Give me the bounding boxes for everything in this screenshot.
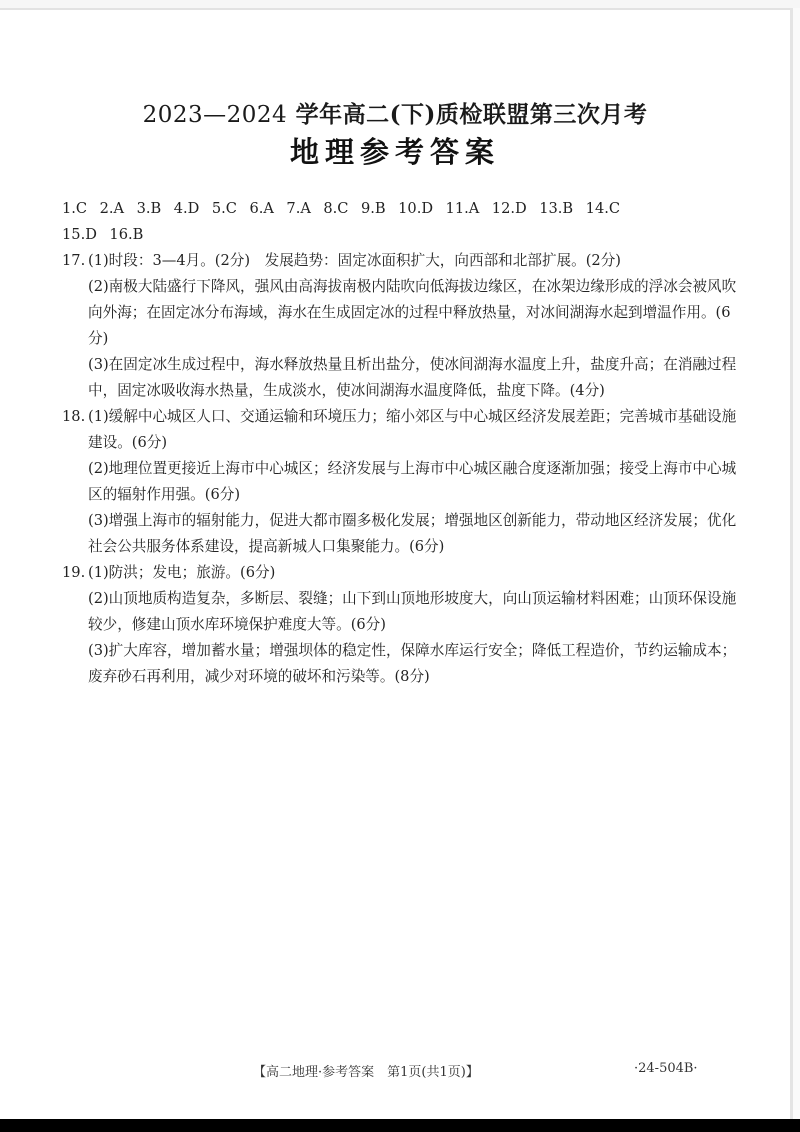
- mc-answer: 13.B: [539, 200, 574, 217]
- bottom-bar: [0, 1119, 800, 1132]
- mc-answer: 7.A: [286, 200, 311, 217]
- footer-page-label: 【高二地理·参考答案 第1页(共1页)】: [253, 1065, 479, 1080]
- mc-answer: 15.D: [62, 226, 97, 243]
- question-19: [62, 560, 742, 690]
- mc-answer: 8.C: [323, 200, 349, 217]
- mc-answers-row-2: [62, 222, 742, 248]
- answer-part: (3)扩大库容，增加蓄水量；增强坝体的稳定性，保障水库运行安全；降低工程造价，节约运输成本；废弃砂石再利用，减少对环境的破坏和污染等。(8分): [88, 642, 737, 685]
- mc-answer: 10.D: [398, 200, 434, 217]
- answer-part: (2)山顶地质构造复杂，多断层、裂缝；山下到山顶地形坡度大，向山顶运输材料困难；山顶环保设施较少，修建山顶水库环境保护难度大等。(6分): [88, 590, 737, 633]
- exam-title-text: 学年高二(下)质检联盟第三次月考: [295, 101, 648, 128]
- footer-exam-code: ·24-504B·: [634, 1061, 698, 1076]
- question-17: [62, 248, 742, 404]
- mc-answer: 9.B: [360, 200, 386, 217]
- mc-answer: 11.A: [445, 200, 480, 217]
- answer-part: (1)缓解中心城区人口、交通运输和环境压力；缩小郊区与中心城区经济发展差距；完善城市基础设施建设。(6分): [88, 408, 737, 451]
- exam-title: [0, 96, 790, 129]
- page-subtitle: 地理参考答案: [289, 135, 500, 169]
- answer-part: (3)在固定冰生成过程中，海水释放热量且析出盐分，使冰间湖海水温度上升，盐度升高；在消融过程中，固定冰吸收海水热量，生成淡水，使冰间湖海水温度降低，盐度下降。(4分): [88, 356, 737, 399]
- mc-answers-row-1: [62, 196, 742, 222]
- question-number: 18.: [62, 408, 86, 425]
- mc-answer: 2.A: [99, 200, 125, 217]
- right-margin: [793, 8, 800, 1120]
- mc-answer: 5.C: [211, 200, 237, 217]
- answer-body: [62, 196, 742, 690]
- mc-answer: 4.D: [173, 200, 200, 217]
- mc-answer: 12.D: [491, 200, 527, 217]
- question-18: [62, 404, 742, 560]
- answer-part: (1)防洪；发电；旅游。(6分): [88, 564, 276, 581]
- mc-answer: 16.B: [109, 226, 144, 243]
- page-edge: [790, 8, 793, 1120]
- exam-title-year: 2023—2024: [142, 102, 288, 128]
- question-number: 19.: [62, 564, 86, 581]
- question-number: 17.: [62, 252, 86, 269]
- mc-answer: 14.C: [585, 200, 621, 217]
- answer-part: (2)地理位置更接近上海市中心城区；经济发展与上海市中心城区融合度逐渐加强；接受上海市中心城区的辐射作用强。(6分): [88, 460, 737, 503]
- answer-part: (3)增强上海市的辐射能力，促进大都市圈多极化发展；增强地区创新能力，带动地区经济发展；优化社会公共服务体系建设，提高新城人口集聚能力。(6分): [88, 512, 737, 555]
- mc-answer: 3.B: [136, 200, 162, 217]
- answer-part: (2)南极大陆盛行下降风，强风由高海拔南极内陆吹向低海拔边缘区，在冰架边缘形成的浮冰会被风吹向外海；在固定冰分布海域，海水在生成固定冰的过程中释放热量，对冰间湖海水起到增温作用。(6分): [88, 278, 737, 347]
- mc-answer: 6.A: [249, 200, 274, 217]
- mc-answer: 1.C: [62, 200, 88, 217]
- answer-part: (1)时段：3—4月。(2分) 发展趋势：固定冰面积扩大，向西部和北部扩展。(2分): [88, 252, 621, 269]
